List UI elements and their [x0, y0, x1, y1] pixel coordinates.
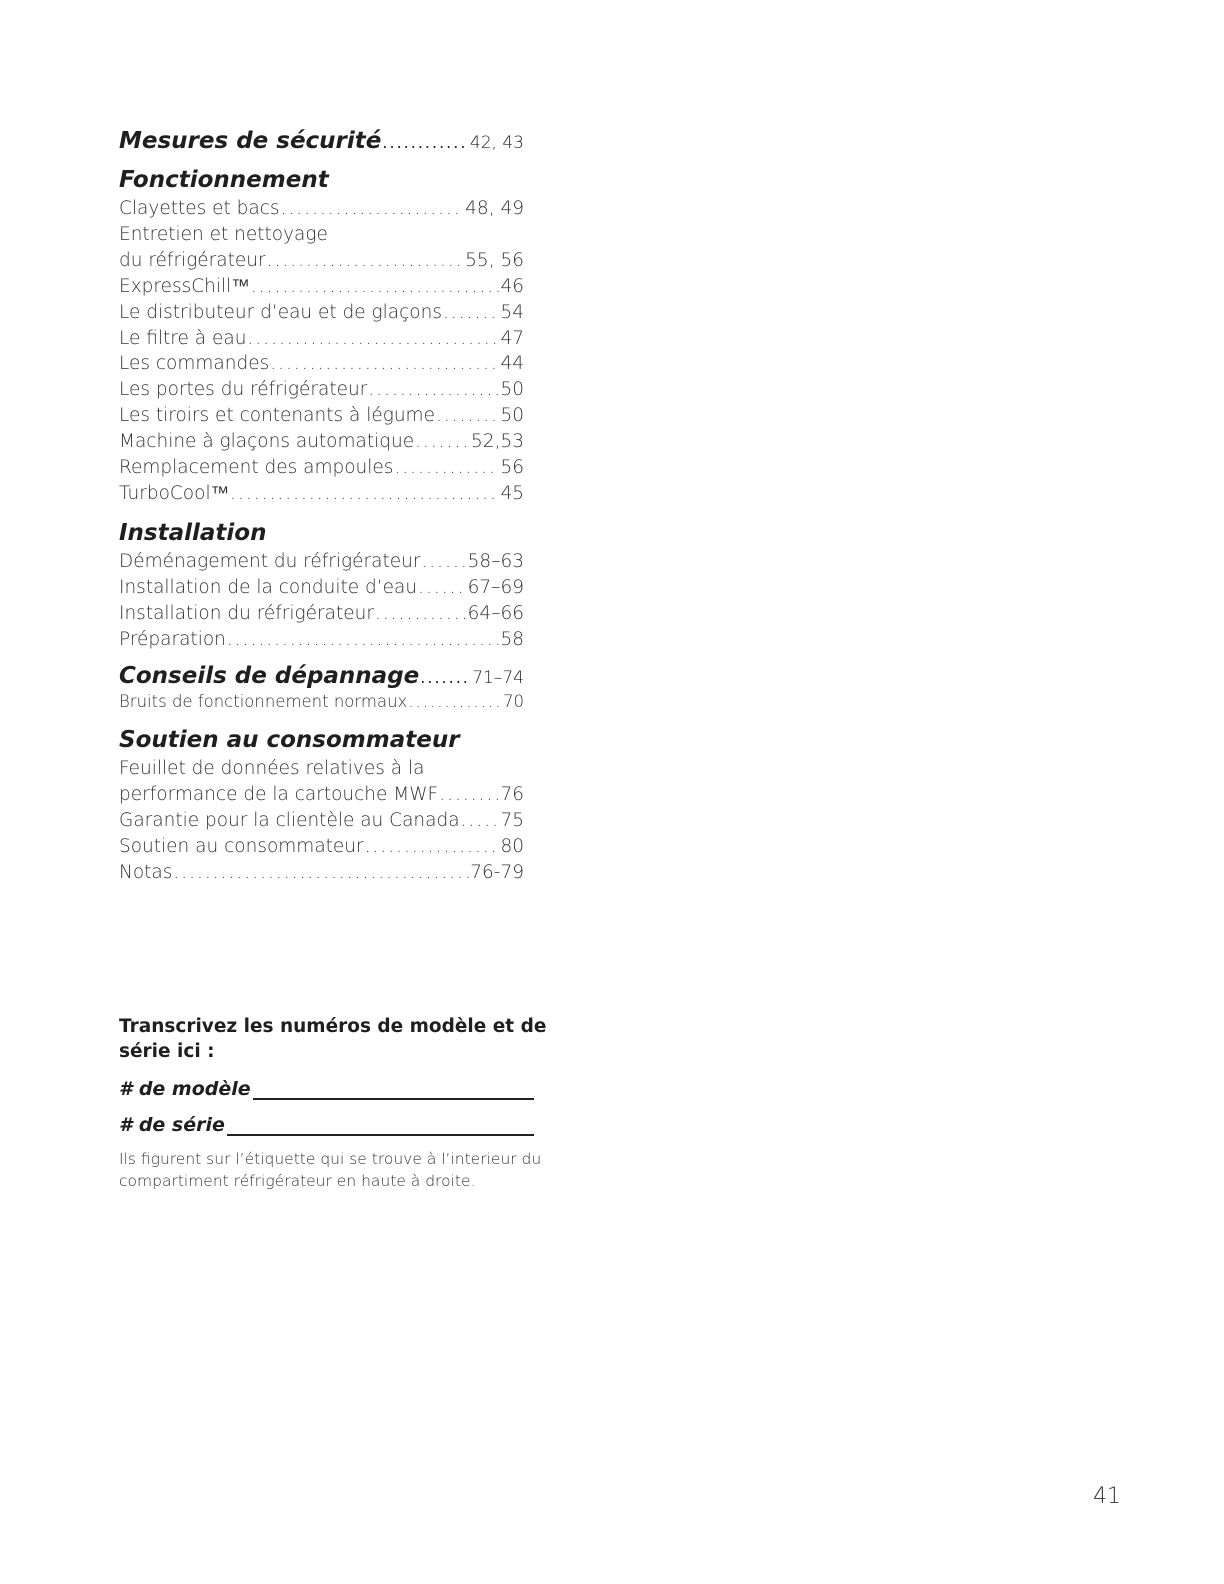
- toc-section-title: Mesures de sécurité: [119, 128, 382, 154]
- toc-section-title: Installation: [119, 519, 267, 546]
- model-number-blank-line: [253, 1080, 534, 1100]
- toc-entry: [119, 196, 524, 222]
- toc-entry-label: Les commandes: [119, 353, 270, 375]
- toc-entry-label: Installation du réfrigérateur: [119, 602, 374, 624]
- toc-entry: [119, 326, 524, 352]
- toc-entry-pages: 52,53: [471, 431, 524, 453]
- toc-entry-pages: 70: [503, 691, 524, 711]
- leader-dots: [461, 808, 500, 834]
- toc-entry-pages: 76-79: [470, 862, 524, 884]
- toc-entry-pages: 54: [500, 301, 524, 323]
- serial-number-blank-line: [227, 1116, 534, 1136]
- toc-entry: [119, 627, 524, 653]
- model-serial-record: [119, 1014, 549, 1192]
- toc-section-troubleshooting: [119, 663, 524, 715]
- toc-entry-label: Machine à glaçons automatique: [119, 431, 415, 453]
- leader-dots: [421, 549, 466, 575]
- leader-dots: [420, 668, 471, 687]
- toc-entry-pages: 64–66: [467, 602, 524, 624]
- toc-entry-pages: 50: [500, 405, 524, 427]
- leader-dots: [247, 326, 499, 352]
- toc-entry-label: Les tiroirs et contenants à légume: [119, 405, 435, 427]
- toc-entry-label: Le filtre à eau: [119, 327, 247, 349]
- table-of-contents: [119, 128, 524, 886]
- label-location-note: Ils figurent sur l’étiquette qui se trouve à l’interieur du compartiment réfrigérateur en haute à droite.: [119, 1150, 542, 1190]
- toc-entry-pages: 55, 56: [465, 249, 524, 271]
- leader-dots: [436, 403, 499, 429]
- toc-entry-pages: 58–63: [467, 550, 524, 572]
- toc-heading-row: [119, 128, 524, 154]
- toc-entry: [119, 834, 524, 860]
- toc-section-support: [119, 724, 524, 886]
- leader-dots: [368, 377, 499, 403]
- record-instructions-heading: Transcrivez les numéros de modèle et de série ici :: [119, 1016, 547, 1062]
- toc-heading-row: [119, 517, 524, 549]
- leader-dots: [408, 689, 502, 715]
- leader-dots: [394, 455, 499, 481]
- toc-entry-pages: 46: [500, 275, 524, 297]
- toc-entry: [119, 403, 524, 429]
- toc-section-operation: [119, 164, 524, 507]
- toc-section-title: Conseils de dépannage: [119, 662, 420, 689]
- toc-entry: [119, 377, 524, 403]
- toc-entry-label: Le distributeur d’eau et de glaçons: [119, 301, 442, 323]
- toc-entry-label: Déménagement du réfrigérateur: [119, 550, 421, 572]
- leader-dots: [382, 133, 469, 152]
- toc-entry: [119, 808, 524, 834]
- leader-dots: [418, 575, 467, 601]
- toc-heading-row: [119, 663, 524, 689]
- toc-entry-pages: 56: [500, 457, 524, 479]
- toc-entry: [119, 300, 524, 326]
- toc-entry-pages: 48, 49: [465, 198, 524, 219]
- leader-dots: [270, 351, 499, 377]
- toc-entry: [119, 575, 524, 601]
- toc-entry-label: Garantie pour la clientèle au Canada: [119, 810, 460, 832]
- serial-number-field: [119, 1114, 534, 1136]
- toc-entry-pages: 45: [500, 482, 524, 504]
- toc-entry-label: Installation de la conduite d’eau: [119, 576, 418, 598]
- toc-entry: [119, 274, 524, 300]
- toc-section-title: Fonctionnement: [119, 167, 329, 193]
- toc-entry-label: Notas: [119, 862, 173, 884]
- leader-dots: [227, 627, 500, 653]
- toc-entry-label: Entretien et nettoyage: [119, 223, 328, 245]
- toc-entry-label: Remplacement des ampoules: [119, 457, 394, 479]
- toc-entry-label: Clayettes et bacs: [119, 198, 280, 219]
- toc-entry: [119, 601, 524, 627]
- toc-entry-label: Feuillet de données relatives à la: [119, 758, 425, 780]
- toc-section-title: Soutien au consommateur: [119, 727, 460, 754]
- leader-dots: [230, 481, 499, 507]
- toc-entry: [119, 481, 524, 507]
- leader-dots: [415, 429, 470, 455]
- toc-entry-pages: 44: [500, 353, 524, 375]
- toc-entry-label: Les portes du réfrigérateur: [119, 379, 368, 401]
- leader-dots: [267, 248, 465, 274]
- toc-entry-label: Soutien au consommateur: [119, 836, 364, 858]
- toc-entry-label-continued: du réfrigérateur: [119, 249, 266, 271]
- toc-entry-pages: 67–69: [467, 576, 524, 598]
- toc-entry: [119, 689, 524, 715]
- toc-entry: [119, 429, 524, 455]
- toc-section-safety: [119, 128, 524, 154]
- toc-entry-label: ExpressChill™: [119, 275, 250, 297]
- toc-entry: [119, 549, 524, 575]
- toc-page-numbers: 71–74: [472, 667, 524, 688]
- toc-entry: [119, 248, 524, 274]
- leader-dots: [281, 196, 465, 222]
- model-number-field: [119, 1078, 534, 1100]
- toc-page-numbers: 42, 43: [469, 133, 524, 153]
- toc-section-installation: [119, 517, 524, 653]
- toc-entry: [119, 860, 524, 886]
- toc-heading-row: [119, 724, 524, 756]
- toc-entry-label-continued: performance de la cartouche MWF: [119, 784, 439, 806]
- leader-dots: [443, 300, 499, 326]
- leader-dots: [365, 834, 500, 860]
- page-number: 41: [1093, 1484, 1121, 1509]
- toc-entry-pages: 76: [500, 784, 524, 806]
- serial-number-label: # de série: [119, 1114, 225, 1136]
- leader-dots: [439, 782, 499, 808]
- toc-entry-label: Bruits de fonctionnement normaux: [119, 691, 408, 711]
- model-number-label: # de modèle: [119, 1078, 251, 1100]
- toc-entry: [119, 455, 524, 481]
- toc-entry-pages: 75: [500, 810, 524, 832]
- toc-entry-label: Préparation: [119, 628, 226, 650]
- toc-entry: [119, 782, 524, 808]
- leader-dots: [375, 601, 467, 627]
- leader-dots: [251, 274, 500, 300]
- toc-entry-pages: 58: [500, 628, 524, 650]
- leader-dots: [173, 860, 469, 886]
- toc-entry-pages: 50: [500, 379, 524, 401]
- toc-entry-pages: 47: [500, 327, 524, 349]
- toc-entry-pages: 80: [500, 836, 524, 858]
- toc-heading-row: [119, 164, 524, 196]
- toc-entry: [119, 351, 524, 377]
- toc-entry-label: TurboCool™: [119, 482, 230, 504]
